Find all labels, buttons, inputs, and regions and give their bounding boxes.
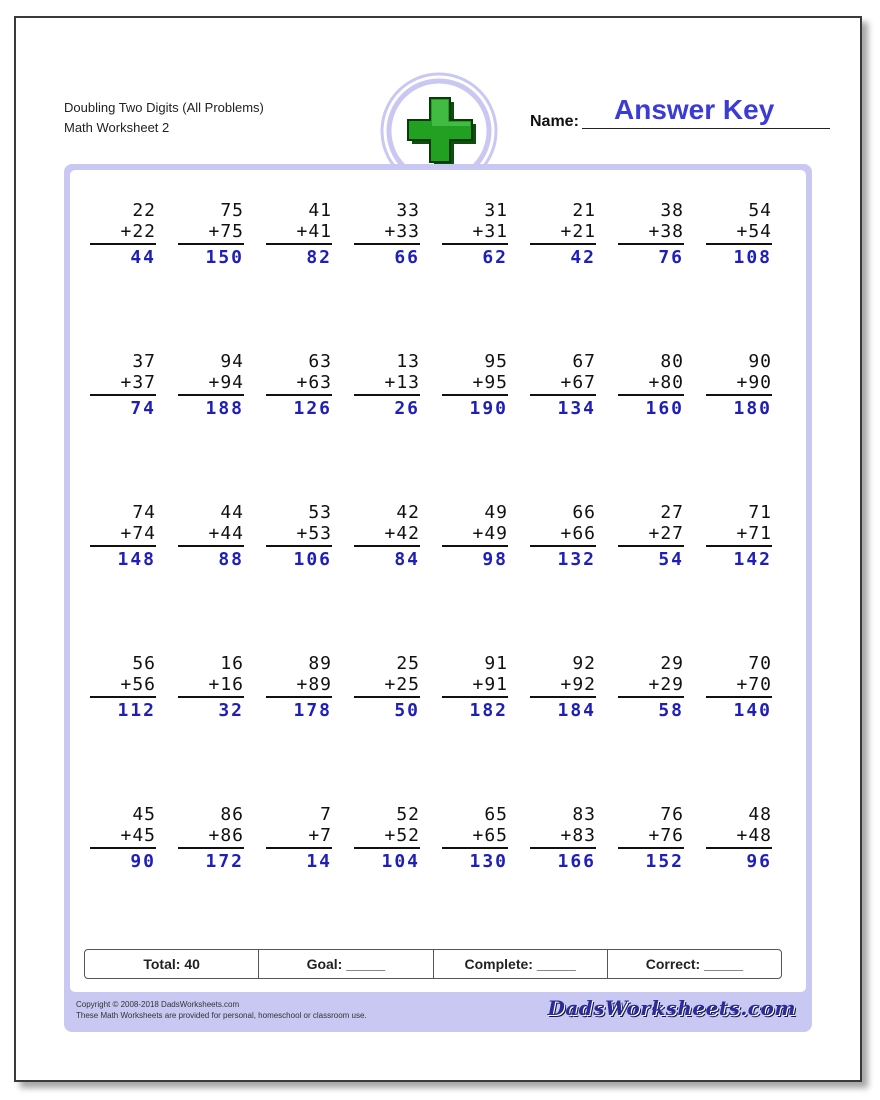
answer: 50	[394, 700, 420, 721]
addend-bottom: +7	[308, 825, 332, 846]
sum-rule	[354, 696, 420, 698]
answer: 178	[293, 700, 332, 721]
addend-bottom: +83	[560, 825, 596, 846]
sum-rule	[706, 847, 772, 849]
answer: 82	[306, 247, 332, 268]
answer: 54	[658, 549, 684, 570]
addend-bottom: +42	[384, 523, 420, 544]
addend-bottom: +95	[472, 372, 508, 393]
addend-top: 63	[308, 351, 332, 372]
sum-rule	[618, 545, 684, 547]
sum-rule	[530, 243, 596, 245]
answer: 126	[293, 398, 332, 419]
sum-rule	[618, 847, 684, 849]
sum-rule	[442, 243, 508, 245]
problem	[530, 200, 596, 268]
addend-top: 37	[132, 351, 156, 372]
addend-top: 21	[572, 200, 596, 221]
problem	[618, 351, 684, 419]
answer: 62	[482, 247, 508, 268]
addend-bottom: +76	[648, 825, 684, 846]
addend-top: 29	[660, 653, 684, 674]
sum-rule	[618, 394, 684, 396]
answer: 130	[469, 851, 508, 872]
problem	[618, 653, 684, 721]
answer: 90	[130, 851, 156, 872]
problem	[354, 351, 420, 419]
addend-top: 54	[748, 200, 772, 221]
sum-rule	[266, 394, 332, 396]
addend-bottom: +21	[560, 221, 596, 242]
problem	[530, 502, 596, 570]
addend-top: 67	[572, 351, 596, 372]
addend-bottom: +37	[120, 372, 156, 393]
addend-top: 95	[484, 351, 508, 372]
worksheet-title: Doubling Two Digits (All Problems)	[64, 100, 264, 115]
addend-top: 31	[484, 200, 508, 221]
addend-top: 56	[132, 653, 156, 674]
problem	[530, 351, 596, 419]
addend-bottom: +86	[208, 825, 244, 846]
sum-rule	[178, 696, 244, 698]
problem	[354, 653, 420, 721]
addend-top: 44	[220, 502, 244, 523]
sum-rule	[178, 394, 244, 396]
problem	[706, 653, 772, 721]
total-cell: Total: 40	[85, 950, 259, 978]
addend-bottom: +90	[736, 372, 772, 393]
answer: 84	[394, 549, 420, 570]
addend-top: 53	[308, 502, 332, 523]
footer-text	[76, 999, 367, 1021]
addend-bottom: +25	[384, 674, 420, 695]
problem	[442, 502, 508, 570]
sum-rule	[178, 545, 244, 547]
problem	[442, 653, 508, 721]
sum-rule	[530, 847, 596, 849]
answer: 76	[658, 247, 684, 268]
answer: 104	[381, 851, 420, 872]
addend-bottom: +52	[384, 825, 420, 846]
answer: 96	[746, 851, 772, 872]
problem-grid	[90, 200, 786, 960]
sum-rule	[90, 545, 156, 547]
worksheet-title-block	[64, 98, 264, 138]
problem	[354, 804, 420, 872]
addend-bottom: +16	[208, 674, 244, 695]
addend-bottom: +74	[120, 523, 156, 544]
answer: 26	[394, 398, 420, 419]
sum-rule	[354, 545, 420, 547]
addend-bottom: +63	[296, 372, 332, 393]
addend-top: 71	[748, 502, 772, 523]
sum-rule	[706, 545, 772, 547]
answer: 180	[733, 398, 772, 419]
problem	[354, 502, 420, 570]
answer: 44	[130, 247, 156, 268]
sum-rule	[90, 847, 156, 849]
sum-rule	[706, 243, 772, 245]
problem	[90, 200, 156, 268]
addend-top: 42	[396, 502, 420, 523]
addend-bottom: +56	[120, 674, 156, 695]
sum-rule	[354, 847, 420, 849]
sum-rule	[90, 243, 156, 245]
addend-top: 38	[660, 200, 684, 221]
problem	[618, 200, 684, 268]
sum-rule	[530, 545, 596, 547]
answer: 134	[557, 398, 596, 419]
addend-bottom: +44	[208, 523, 244, 544]
problem	[90, 502, 156, 570]
problem	[178, 200, 244, 268]
sum-rule	[706, 696, 772, 698]
addend-bottom: +89	[296, 674, 332, 695]
answer: 58	[658, 700, 684, 721]
problem	[706, 200, 772, 268]
problem	[178, 351, 244, 419]
addend-top: 48	[748, 804, 772, 825]
sum-rule	[618, 243, 684, 245]
answer: 88	[218, 549, 244, 570]
addend-top: 33	[396, 200, 420, 221]
problem	[706, 804, 772, 872]
sum-rule	[706, 394, 772, 396]
addend-bottom: +80	[648, 372, 684, 393]
problem	[530, 804, 596, 872]
addend-bottom: +49	[472, 523, 508, 544]
addend-bottom: +71	[736, 523, 772, 544]
sum-rule	[266, 545, 332, 547]
sum-rule	[442, 696, 508, 698]
problem	[178, 502, 244, 570]
answer: 172	[205, 851, 244, 872]
problem	[618, 804, 684, 872]
answer: 188	[205, 398, 244, 419]
answer: 182	[469, 700, 508, 721]
problems-panel	[64, 164, 812, 1032]
addend-bottom: +54	[736, 221, 772, 242]
problem	[178, 804, 244, 872]
addend-top: 92	[572, 653, 596, 674]
addend-top: 75	[220, 200, 244, 221]
sum-rule	[90, 394, 156, 396]
addend-top: 22	[132, 200, 156, 221]
addend-top: 7	[320, 804, 332, 825]
addend-bottom: +53	[296, 523, 332, 544]
addend-bottom: +92	[560, 674, 596, 695]
problem	[90, 804, 156, 872]
answer: 140	[733, 700, 772, 721]
addend-top: 94	[220, 351, 244, 372]
addend-top: 90	[748, 351, 772, 372]
answer: 112	[117, 700, 156, 721]
sum-rule	[530, 696, 596, 698]
problem	[530, 653, 596, 721]
sum-rule	[618, 696, 684, 698]
answer: 74	[130, 398, 156, 419]
addend-top: 70	[748, 653, 772, 674]
problem	[178, 653, 244, 721]
problem	[266, 653, 332, 721]
name-underline	[582, 128, 830, 129]
addend-bottom: +70	[736, 674, 772, 695]
addend-top: 74	[132, 502, 156, 523]
name-field	[530, 90, 832, 130]
addend-bottom: +67	[560, 372, 596, 393]
addend-bottom: +38	[648, 221, 684, 242]
sum-rule	[266, 847, 332, 849]
sum-rule	[530, 394, 596, 396]
problem	[618, 502, 684, 570]
worksheet-subtitle: Math Worksheet 2	[64, 120, 170, 135]
addend-top: 91	[484, 653, 508, 674]
answer: 184	[557, 700, 596, 721]
addend-top: 41	[308, 200, 332, 221]
addend-top: 27	[660, 502, 684, 523]
addend-top: 66	[572, 502, 596, 523]
addend-top: 49	[484, 502, 508, 523]
addend-bottom: +91	[472, 674, 508, 695]
sum-rule	[354, 243, 420, 245]
worksheet-page	[14, 16, 862, 1082]
problem	[706, 351, 772, 419]
correct-cell: Correct: _____	[645, 956, 744, 972]
name-value: Answer Key	[614, 94, 775, 125]
answer: 142	[733, 549, 772, 570]
addend-top: 89	[308, 653, 332, 674]
problem	[266, 502, 332, 570]
problem	[442, 804, 508, 872]
problem	[90, 351, 156, 419]
addend-bottom: +75	[208, 221, 244, 242]
brand-logo: DadsWorksheets.com	[547, 996, 796, 1020]
sum-rule	[178, 243, 244, 245]
answer: 98	[482, 549, 508, 570]
goal-cell: Goal: _____	[259, 950, 433, 978]
problem	[706, 502, 772, 570]
problem	[266, 351, 332, 419]
addend-top: 80	[660, 351, 684, 372]
addend-top: 83	[572, 804, 596, 825]
problem	[90, 653, 156, 721]
addend-bottom: +48	[736, 825, 772, 846]
answer: 190	[469, 398, 508, 419]
answer: 166	[557, 851, 596, 872]
addend-bottom: +94	[208, 372, 244, 393]
sum-rule	[442, 394, 508, 396]
addend-top: 45	[132, 804, 156, 825]
answer: 152	[645, 851, 684, 872]
answer: 160	[645, 398, 684, 419]
sum-rule	[266, 696, 332, 698]
addend-bottom: +29	[648, 674, 684, 695]
score-summary	[84, 949, 782, 979]
addend-bottom: +33	[384, 221, 420, 242]
problem	[266, 804, 332, 872]
answer: 108	[733, 247, 772, 268]
addend-bottom: +31	[472, 221, 508, 242]
answer: 132	[557, 549, 596, 570]
answer: 106	[293, 549, 332, 570]
addend-top: 86	[220, 804, 244, 825]
sum-rule	[178, 847, 244, 849]
problem	[442, 351, 508, 419]
copyright-text: Copyright © 2008-2018 DadsWorksheets.com	[76, 1000, 240, 1009]
addend-bottom: +22	[120, 221, 156, 242]
sum-rule	[442, 847, 508, 849]
answer: 32	[218, 700, 244, 721]
addend-bottom: +65	[472, 825, 508, 846]
problem	[266, 200, 332, 268]
addend-bottom: +41	[296, 221, 332, 242]
addend-bottom: +45	[120, 825, 156, 846]
sum-rule	[90, 696, 156, 698]
addend-top: 25	[396, 653, 420, 674]
problem	[442, 200, 508, 268]
addend-top: 52	[396, 804, 420, 825]
addend-bottom: +13	[384, 372, 420, 393]
addend-top: 13	[396, 351, 420, 372]
addend-bottom: +66	[560, 523, 596, 544]
answer: 14	[306, 851, 332, 872]
problem	[354, 200, 420, 268]
complete-cell: Complete: _____	[434, 950, 608, 978]
addend-top: 16	[220, 653, 244, 674]
sum-rule	[354, 394, 420, 396]
sum-rule	[442, 545, 508, 547]
addend-bottom: +27	[648, 523, 684, 544]
answer: 150	[205, 247, 244, 268]
name-label: Name:	[530, 113, 579, 130]
answer: 66	[394, 247, 420, 268]
addend-top: 65	[484, 804, 508, 825]
usage-notice: These Math Worksheets are provided for personal, homeschool or classroom use.	[76, 1011, 367, 1020]
answer: 148	[117, 549, 156, 570]
sum-rule	[266, 243, 332, 245]
addend-top: 76	[660, 804, 684, 825]
answer: 42	[570, 247, 596, 268]
